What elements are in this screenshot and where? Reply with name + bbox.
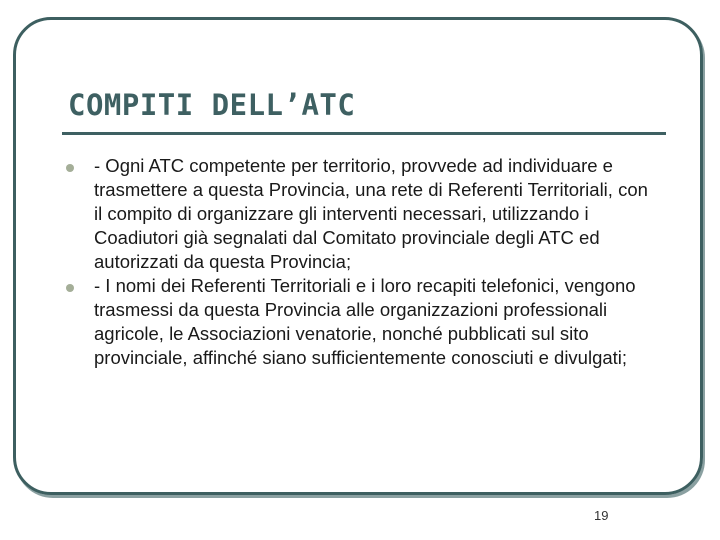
bullet-list bbox=[60, 154, 660, 370]
bullet-item bbox=[60, 274, 660, 370]
page-number: 19 bbox=[594, 508, 609, 523]
bullet-text: - Ogni ATC competente per territorio, provvede ad individuare e trasmettere a questa Provincia, una rete di Referenti Territoriali, con il compito di organizzare gli interventi necessari, utilizzando i Coadiutori già segnalati dal Comitato provinciale degli ATC ed autorizzati da questa Provincia; bbox=[94, 155, 648, 272]
bullet-dot-icon bbox=[66, 284, 74, 292]
bullet-dot-icon bbox=[66, 164, 74, 172]
title-underline bbox=[62, 132, 666, 135]
slide-title: COMPITI DELL’ATC bbox=[68, 88, 356, 122]
bullet-text: - I nomi dei Referenti Territoriali e i loro recapiti telefonici, vengono trasmessi da questa Provincia alle organizzazioni professionali agricole, le Associazioni venatorie, nonché pubblicati sul sito provinciale, affinché siano sufficientemente conosciuti e divulgati; bbox=[94, 275, 636, 368]
bullet-item bbox=[60, 154, 660, 274]
